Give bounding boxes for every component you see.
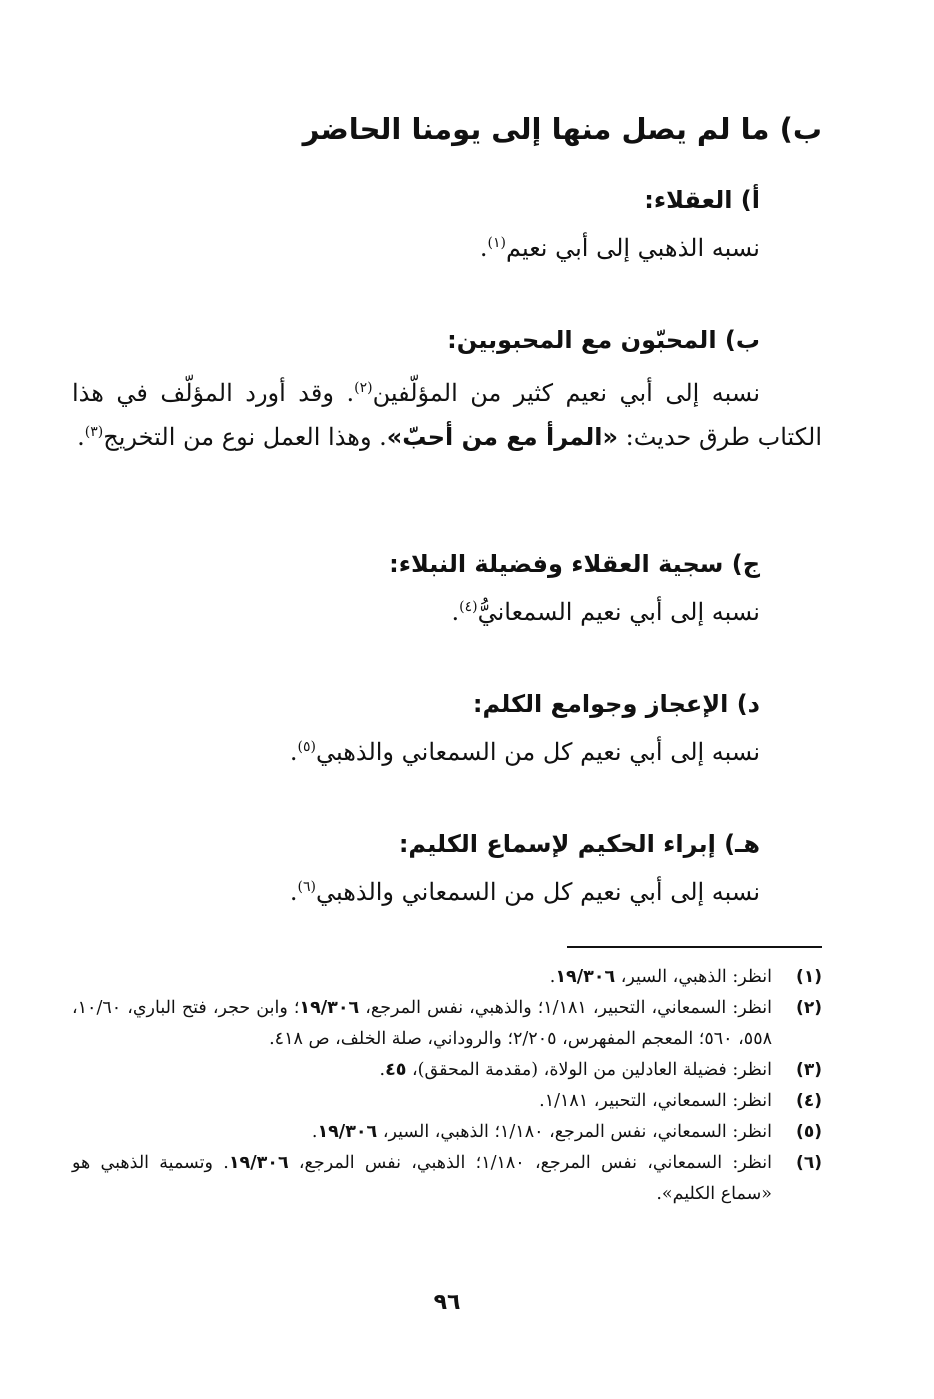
period: . xyxy=(289,878,298,906)
footnote-text-part: . xyxy=(379,1060,386,1080)
footnote-ref-1[interactable]: (١) xyxy=(487,235,506,251)
footnote-text xyxy=(539,1091,772,1111)
footnote-ref-3[interactable]: (٣) xyxy=(84,424,104,440)
footnote-bold-ref: ١٩/٣٠٦ xyxy=(317,1122,378,1142)
footnote-text-part: ؛ وابن حجر، فتح الباري، ١٠/٦٠، ٥٥٨، ٥٦٠؛ المعجم المفهرس، ٢/٢٠٥؛ والروداني، صلة الخلف، ص ٤١٨. xyxy=(72,998,772,1049)
footnote-text xyxy=(72,998,772,1049)
footnote-number: (٢) xyxy=(796,998,822,1018)
footnote-text xyxy=(380,1060,772,1080)
subsection-text-a xyxy=(480,234,760,262)
period: . xyxy=(479,234,488,262)
footnote-text xyxy=(550,967,772,987)
footnote-2 xyxy=(72,993,822,1055)
text: نسبه إلى أبي نعيم السمعانيُّ xyxy=(477,598,760,626)
period: . xyxy=(77,423,85,451)
hadith-quote: «المرأ مع من أحبّ» xyxy=(386,423,618,451)
subsection-text-e xyxy=(290,878,760,906)
footnote-text-part: انظر: فضيلة العادلين من الولاة، (مقدمة المحقق)، xyxy=(406,1060,772,1080)
period: . xyxy=(451,598,460,626)
footnote-ref-5[interactable]: (٥) xyxy=(297,739,316,755)
footnotes xyxy=(72,962,822,1210)
footnote-number: (٦) xyxy=(796,1153,822,1173)
text: نسبه الذهبي إلى أبي نعيم xyxy=(505,234,760,262)
footnote-text-part: انظر: السمعاني، نفس المرجع، ١/١٨٠؛ الذهبي، السير، xyxy=(377,1122,772,1142)
footnote-1 xyxy=(72,962,822,993)
footnote-4 xyxy=(72,1086,822,1117)
footnote-ref-2[interactable]: (٢) xyxy=(354,380,373,396)
footnote-number: (٤) xyxy=(796,1091,822,1111)
text-part-1: نسبه إلى أبي نعيم كثير من المؤلّفين xyxy=(372,379,761,407)
footnote-bold-ref: ٤٥ xyxy=(385,1060,407,1080)
footnote-text xyxy=(312,1122,772,1142)
footnote-text-part: . xyxy=(311,1122,318,1142)
text-part-2: . وقد أورد المؤلّف في هذا الكتاب طرق حديث: xyxy=(72,379,822,451)
footnote-text-part: انظر: السمعاني، التحبير، ١/١٨١؛ والذهبي، نفس المرجع، xyxy=(359,998,772,1018)
footnote-ref-6[interactable]: (٦) xyxy=(297,879,316,895)
text: نسبه إلى أبي نعيم كل من السمعاني والذهبي xyxy=(315,738,760,766)
footnote-number: (٥) xyxy=(796,1122,822,1142)
footnote-ref-4[interactable]: (٤) xyxy=(459,599,478,615)
footnote-bold-ref: ١٩/٣٠٦ xyxy=(299,998,360,1018)
footnote-number: (٣) xyxy=(796,1060,822,1080)
footnote-5 xyxy=(72,1117,822,1148)
footnote-text-part: انظر: السمعاني، التحبير، ١/١٨١. xyxy=(539,1091,772,1111)
period: . xyxy=(289,738,298,766)
book-page xyxy=(72,0,822,1399)
subsection-text-d xyxy=(290,738,760,766)
subsection-text-c xyxy=(452,598,760,626)
footnote-text-part: . وتسمية الذهبي هو «سماع الكليم». xyxy=(72,1153,772,1204)
footnote-number: (١) xyxy=(796,967,822,987)
footnote-text-part: . xyxy=(549,967,556,987)
footnote-bold-ref: ١٩/٣٠٦ xyxy=(555,967,616,987)
footnote-bold-ref: ١٩/٣٠٦ xyxy=(228,1153,289,1173)
footnote-text xyxy=(72,1153,772,1204)
subsection-title-e: هـ) إبراء الحكيم لإسماع الكليم: xyxy=(398,830,760,858)
subsection-text-b xyxy=(72,371,822,459)
subsection-title-a: أ) العقلاء: xyxy=(644,186,760,214)
section-heading: ب) ما لم يصل منها إلى يومنا الحاضر xyxy=(302,112,822,146)
footnote-separator xyxy=(567,946,822,948)
footnote-3 xyxy=(72,1055,822,1086)
footnote-text-part: انظر: السمعاني، نفس المرجع، ١/١٨٠؛ الذهبي، نفس المرجع، xyxy=(288,1153,772,1173)
footnote-6 xyxy=(72,1148,822,1210)
subsection-title-b: ب) المحبّون مع المحبوبين: xyxy=(447,326,760,354)
text-part-3: . وهذا العمل نوع من التخريج xyxy=(103,423,387,451)
footnote-text-part: انظر: الذهبي، السير، xyxy=(615,967,772,987)
page-number: ٩٦ xyxy=(433,1290,461,1315)
subsection-title-d: د) الإعجاز وجوامع الكلم: xyxy=(472,690,760,718)
text: نسبه إلى أبي نعيم كل من السمعاني والذهبي xyxy=(315,878,760,906)
subsection-title-c: ج) سجية العقلاء وفضيلة النبلاء: xyxy=(389,550,760,578)
